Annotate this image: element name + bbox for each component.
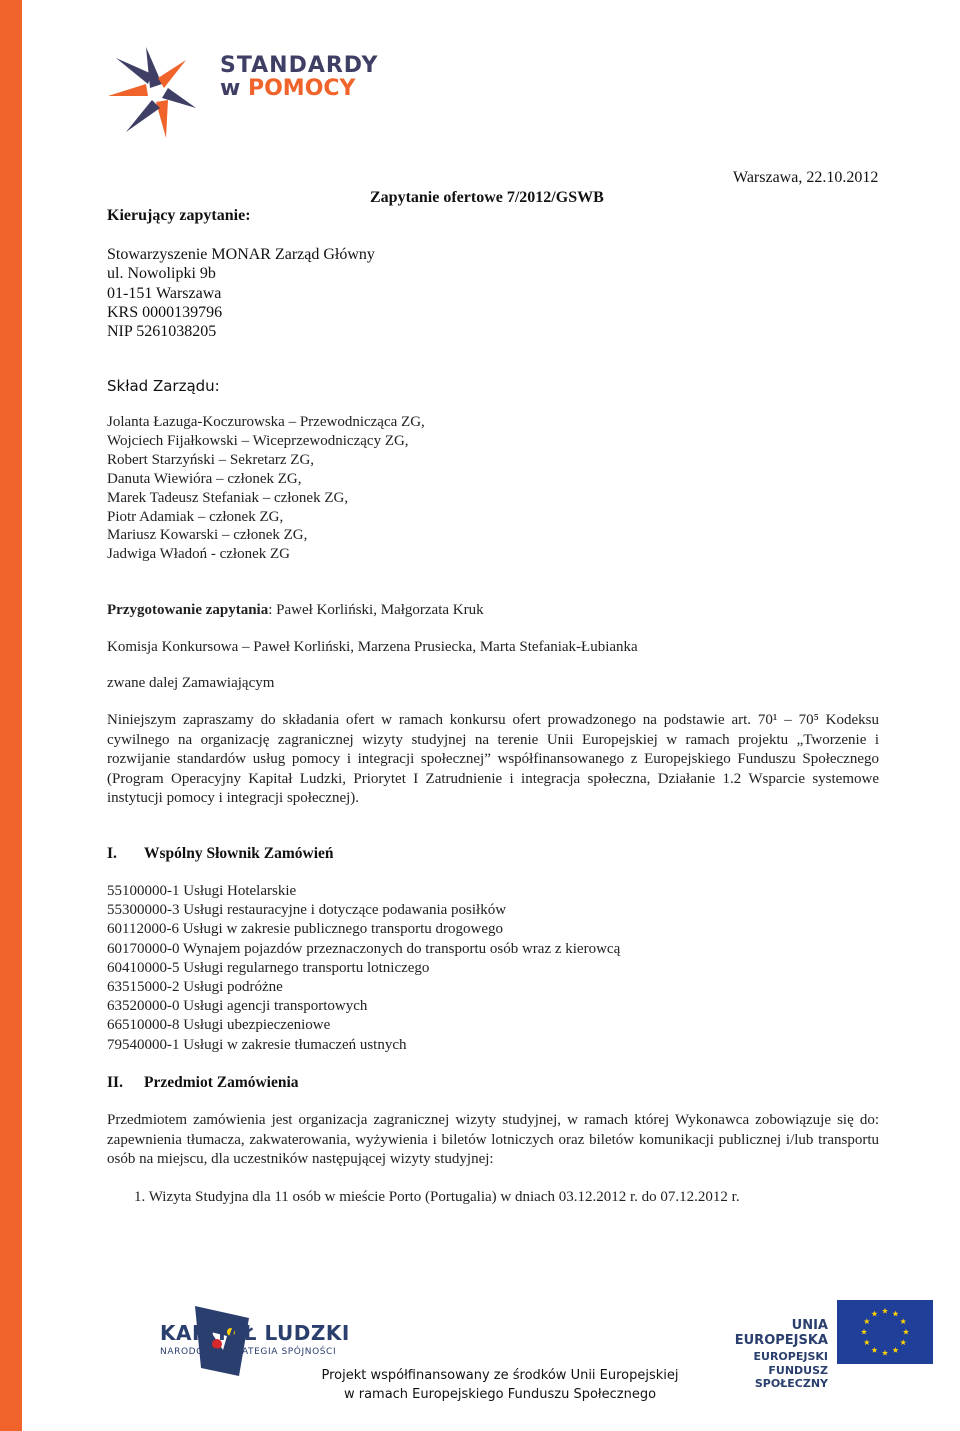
eu-line3: FUNDUSZ SPOŁECZNY <box>754 1364 828 1390</box>
eu-flag-icon <box>837 1300 933 1364</box>
zwane-line: zwane dalej Zamawiającym <box>107 675 275 691</box>
address-line: NIP 5261038205 <box>107 323 217 341</box>
logo-line2-prefix: w <box>220 76 248 102</box>
preparation-value: : Paweł Korliński, Małgorzata Kruk <box>268 602 484 618</box>
section1-title: Wspólny Słownik Zamówień <box>144 845 334 862</box>
board-member: Robert Starzyński – Sekretarz ZG, <box>107 451 315 468</box>
logo-line1: STANDARDY <box>220 53 379 78</box>
sender-address <box>107 245 375 341</box>
kapital-ludzki-wordmark <box>160 1321 350 1357</box>
cpv-code: 66510000-8 Usługi ubezpieczeniowe <box>107 1017 331 1034</box>
address-line: Stowarzyszenie MONAR Zarząd Główny <box>107 246 375 263</box>
section2-number: II. <box>107 1074 123 1091</box>
cofinancing-line2: w ramach Europejskiego Funduszu Społecznego <box>343 1387 657 1402</box>
section2-paragraph: Przedmiotem zamówienia jest organizacja zagranicznej wizyty studyjnej, w ramach której Wykonawca zobowiązuje się do: zapewnienia tłumacza, zakwaterowania, wyżywienia i biletów lotniczych oraz biletów komunikacji publicznej i/lub transportu osób na miejscu, dla uczestników następującej wizyty studyjnej: <box>107 1112 879 1167</box>
address-line: 01-151 Warszawa <box>107 284 222 302</box>
eu-line2: EUROPEJSKI <box>753 1350 828 1363</box>
cpv-code: 55300000-3 Usługi restauracyjne i dotyczące podawania posiłków <box>107 902 507 919</box>
board-members-list <box>107 413 425 564</box>
logo-wordmark <box>220 54 378 100</box>
cofinancing-note <box>290 1366 710 1404</box>
intro-paragraph: Niniejszym zapraszamy do składania ofert w ramach konkursu ofert prowadzonego na podstawie art. 70¹ – 70⁵ Kodeksu cywilnego na organizację zagranicznej wizyty studyjnej na terenie Unii Europejskiej w ramach projektu „Tworzenie i rozwijanie standardów usług pomocy i integracji społecznej” współfinansowanego z Europejskiego Funduszu Społecznego (Program Operacyjny Kapitał Ludzki, Priorytet I Zatrudnienie i integracja społeczna, Działanie 1.2 Wsparcie systemowe instytucji pomocy i integracji społecznej). <box>107 712 879 806</box>
study-visit-list-item: 1. Wizyta Studyjna dla 11 osób w mieście Porto (Portugalia) w dniach 03.12.2012 r. do 07.12.2012 r. <box>134 1189 740 1205</box>
cofinancing-line1: Projekt współfinansowany ze środków Unii Europejskiej <box>321 1368 679 1383</box>
section2-heading <box>107 1074 299 1092</box>
eu-wordmark <box>698 1318 828 1390</box>
address-line: ul. Nowolipki 9b <box>107 265 216 283</box>
board-member: Jadwiga Władoń - członek ZG <box>107 546 290 563</box>
board-member: Wojciech Fijałkowski – Wiceprzewodniczący ZG, <box>107 432 409 449</box>
kl-subtitle: NARODOWA STRATEGIA SPÓJNOŚCI <box>160 1347 337 1357</box>
cpv-code-list <box>107 882 620 1055</box>
kl-title: KAPITAŁ LUDZKI <box>160 1321 350 1345</box>
section2-title: Przedmiot Zamówienia <box>144 1074 299 1091</box>
cpv-code: 60112000-6 Usługi w zakresie publicznego transportu drogowego <box>107 921 504 938</box>
orange-side-bar <box>0 0 22 1431</box>
cpv-code: 63515000-2 Usługi podróżne <box>107 979 283 996</box>
board-member: Piotr Adamiak – członek ZG, <box>107 508 284 525</box>
committee-line: Komisja Konkursowa – Paweł Korliński, Marzena Prusiecka, Marta Stefaniak-Łubianka <box>107 639 638 655</box>
document-date: Warszawa, 22.10.2012 <box>733 169 879 186</box>
cpv-code: 63520000-0 Usługi agencji transportowych <box>107 998 368 1015</box>
preparation-line <box>107 602 484 619</box>
board-heading: Skład Zarządu: <box>107 377 220 395</box>
logo-line2-suffix: POMOCY <box>247 76 356 102</box>
board-member: Danuta Wiewióra – członek ZG, <box>107 470 302 487</box>
cpv-code: 60170000-0 Wynajem pojazdów przeznaczonych do transportu osób wraz z kierowcą <box>107 940 621 957</box>
board-member: Mariusz Kowarski – członek ZG, <box>107 527 308 544</box>
preparation-label: Przygotowanie zapytania <box>107 602 269 618</box>
board-member: Marek Tadeusz Stefaniak – członek ZG, <box>107 489 349 506</box>
cpv-code: 79540000-1 Usługi w zakresie tłumaczeń ustnych <box>107 1036 407 1053</box>
section1-number: I. <box>107 845 117 862</box>
cpv-code: 55100000-1 Usługi Hotelarskie <box>107 883 297 899</box>
eu-line1: UNIA EUROPEJSKA <box>734 1318 828 1348</box>
lead-label: Kierujący zapytanie: <box>107 207 251 224</box>
cpv-code: 60410000-5 Usługi regularnego transportu lotniczego <box>107 959 430 976</box>
logo-line2 <box>220 77 378 100</box>
address-line: KRS 0000139796 <box>107 303 223 321</box>
inquiry-title: Zapytanie ofertowe 7/2012/GSWB <box>370 189 604 206</box>
section1-heading <box>107 845 334 863</box>
board-member: Jolanta Łazuga-Koczurowska – Przewodnicząca ZG, <box>107 414 425 430</box>
